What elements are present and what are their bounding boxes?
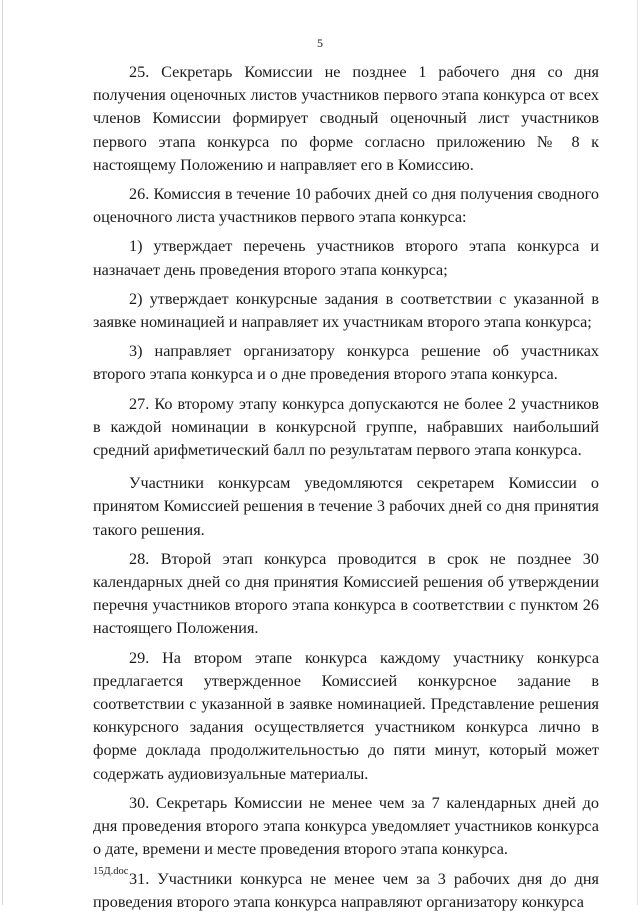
paragraph-31: 31. Участники конкурса не менее чем за 3 рабочих дня до дня проведения второго этапа конкурса направляют организатору конкурса [93, 869, 599, 911]
document-body [93, 61, 599, 914]
scan-edge-left [2, 0, 3, 905]
paragraph-27-notice: Участники конкурсам уведомляются секретарем Комиссии о принятом Комиссией решения в течение 3 рабочих дней со дня принятия такого решения. [93, 474, 599, 539]
paragraph-28: 28. Второй этап конкурса проводится в срок не позднее 30 календарных дней со дня принятия Комиссией решения об утверждении перечня участников второго этапа конкурса в соответствии с пунктом 26 настоящего Положения. [93, 549, 599, 638]
paragraph-27: 27. Ко второму этапу конкурса допускаются не более 2 участников в каждой номинации в конкурсной группе, набравших наибольший средний арифметический балл по результатам первого этапа конкурса. [93, 394, 599, 460]
footer-filename: 15Д.doc [93, 866, 129, 877]
paragraph-26: 26. Комиссия в течение 10 рабочих дней со дня получения сводного оценочного листа участников первого этапа конкурса: [93, 185, 599, 227]
paragraph-26-item-1: 1) утверждает перечень участников второго этапа конкурса и назначает день проведения второго этапа конкурса; [93, 237, 599, 279]
paragraph-25: 25. Секретарь Комиссии не позднее 1 рабочего дня со дня получения оценочных листов участников первого этапа конкурса от всех членов Комиссии формирует сводный оценочный лист участников первого этапа конкурса по форме согласно приложению № 8 к настоящему Положению и направляет его в Комиссию. [93, 63, 599, 174]
paragraph-26-item-2: 2) утверждает конкурсные задания в соответствии с указанной в заявке номинацией и направляет их участникам второго этапа конкурса; [93, 289, 599, 332]
page-number: 5 [317, 36, 323, 50]
paragraph-29: 29. На втором этапе конкурса каждому участнику конкурса предлагается утвержденное Комиссией конкурсное задание в соответствии с указанной в заявке номинацией. Представление решения конкурсного задания осуществляется участником конкурса лично в форме доклада продолжительностью до пяти минут, который может содержать аудиовизуальные материалы. [93, 648, 599, 783]
paragraph-26-item-3: 3) направляет организатору конкурса решение об участниках второго этапа конкурса и о дне проведения второго этапа конкурса. [93, 342, 599, 384]
scan-edge-right [637, 0, 638, 905]
paragraph-30: 30. Секретарь Комиссии не менее чем за 7 календарных дней до дня проведения второго этапа конкурса уведомляет участников конкурса о дате, времени и месте проведения второго этапа конкурса. [93, 793, 599, 859]
